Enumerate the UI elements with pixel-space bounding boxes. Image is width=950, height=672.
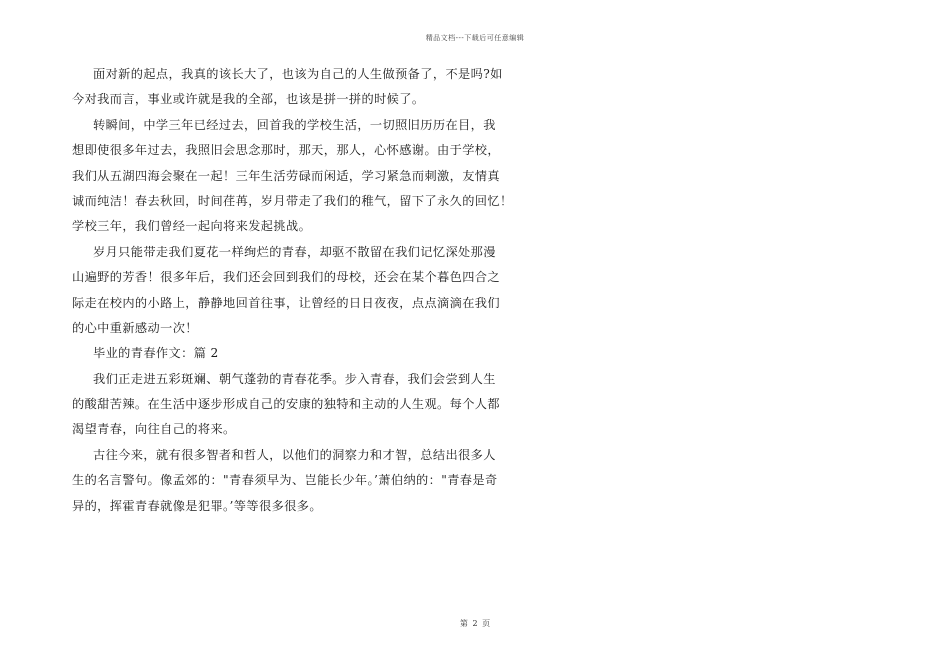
text-line: 面对新的起点，我真的该长大了，也该为自己的人生做预备了，不是吗?如	[93, 67, 503, 81]
text-line: 学校三年，我们曾经一起向将来发起挑战。	[72, 219, 312, 234]
text-line: 的心中重新感动一次！	[72, 320, 198, 335]
text-line: 古往今来，就有很多智者和哲人，以他们的洞察力和才智，总结出很多人	[93, 447, 496, 462]
text-line: 我们正走进五彩斑斓、朝气蓬勃的青春花季。步入青春，我们会尝到人生	[93, 371, 496, 386]
document-body	[72, 62, 513, 519]
text-line: 今对我而言，事业或许就是我的全部，也该是拼一拼的时候了。	[72, 92, 425, 107]
text-line: 诚而纯洁！春去秋回，时间荏苒，岁月带走了我们的稚气，留下了永久的回忆！	[72, 193, 513, 208]
page-footer	[0, 618, 950, 629]
text-line: 山遍野的芳香！很多年后，我们还会回到我们的母校，还会在某个暮色四合之	[72, 270, 500, 285]
text-line: 渴望青春，向往自己的将来。	[72, 422, 236, 437]
text-line: 际走在校内的小路上，静静地回首往事，让曾经的日日夜夜，点点滴滴在我们	[72, 295, 500, 310]
page-header: 精品文档---下载后可任意编辑	[425, 34, 525, 42]
page-number: 2	[472, 619, 478, 628]
text-line: 想即使很多年过去，我照旧会思念那时，那天，那人，心怀感谢。由于学校，	[72, 143, 500, 158]
section-heading: 毕业的青春作文：篇 2	[93, 346, 219, 361]
text-line: 转瞬间，中学三年已经过去，回首我的学校生活，一切照旧历历在目，我	[93, 117, 496, 132]
text-line: 的酸甜苦辣。在生活中逐步形成自己的安康的独特和主动的人生观。每个人都	[72, 397, 500, 412]
text-line: 我们从五湖四海会聚在一起！三年生活劳碌而闲适，学习紧急而刺激，友情真	[72, 168, 500, 183]
page-label-suffix: 页	[482, 619, 491, 628]
page-label-prefix: 第	[459, 619, 468, 628]
text-line: 生的名言警句。像孟郊的："青春须早为、岂能长少年。’萧伯纳的："青春是奇	[72, 473, 498, 488]
text-line: 异的，挥霍青春就像是犯罪。’等等很多很多。	[72, 498, 322, 513]
text-line: 岁月只能带走我们夏花一样绚烂的青春，却驱不散留在我们记忆深处那漫	[93, 244, 496, 259]
